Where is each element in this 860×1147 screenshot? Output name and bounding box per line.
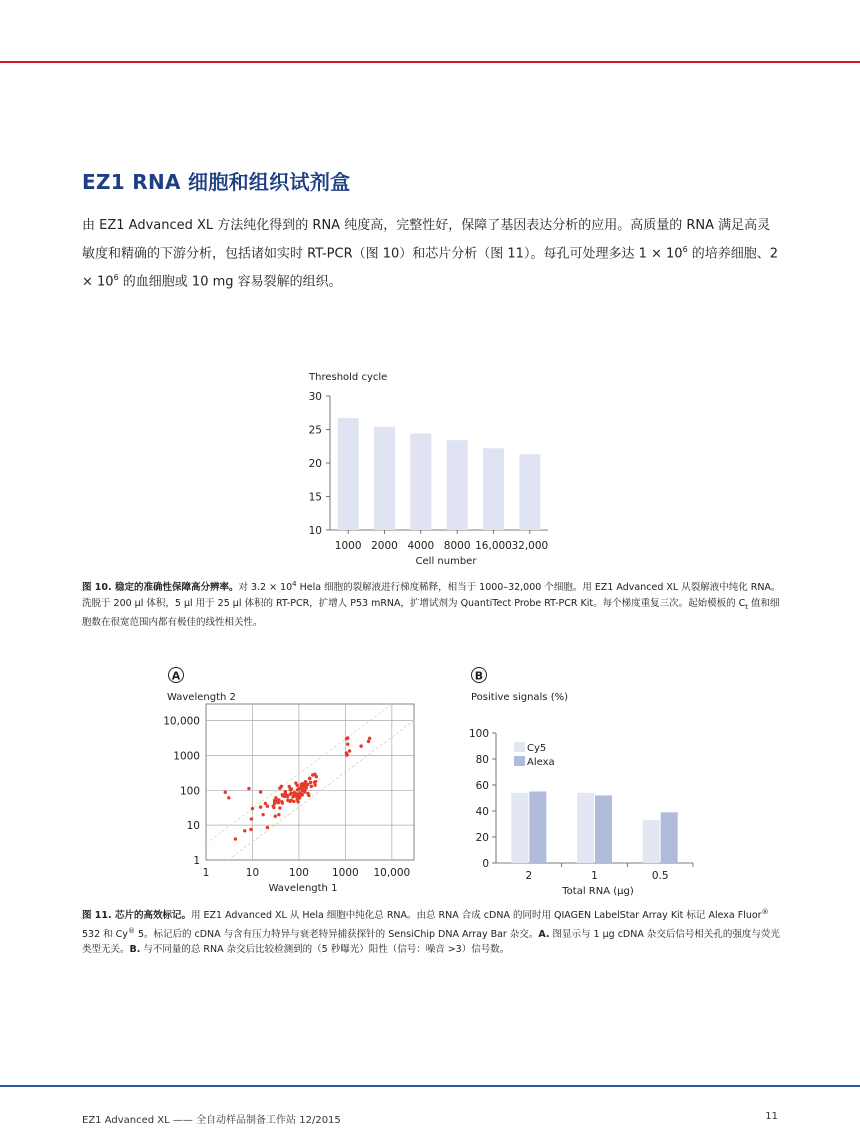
fig11a-point xyxy=(278,806,281,809)
fig11a-point xyxy=(273,799,276,802)
fig11a-point xyxy=(292,800,295,803)
fig11b-xlabel: Total RNA (µg) xyxy=(562,886,634,897)
fig11a-point xyxy=(346,736,349,739)
fig11a-point xyxy=(280,800,283,803)
fig11a-point xyxy=(281,793,284,796)
fig11a-point xyxy=(293,791,296,794)
fig11b-ytick-label: 20 xyxy=(475,832,489,844)
fig10-bar xyxy=(374,427,395,530)
intro-exponent-1: 6 xyxy=(682,245,688,254)
fig10-ytick-label: 25 xyxy=(308,424,322,437)
fig11b-panel-label: B xyxy=(474,669,484,683)
fig11a-point xyxy=(292,794,295,797)
fig10-caption-exponent: 4 xyxy=(292,580,297,588)
section-title: EZ1 RNA 细胞和组织试剂盒 xyxy=(82,170,351,194)
fig11a-point xyxy=(227,796,230,799)
fig11a-point xyxy=(288,785,291,788)
fig10-xtick-label: 1000 xyxy=(334,540,362,552)
fig11a-xtick-label: 1 xyxy=(202,867,210,879)
fig11a-point xyxy=(247,787,250,790)
fig11a-xtick-label: 100 xyxy=(288,867,309,879)
fig11b-bar-cy5 xyxy=(577,793,594,863)
fig11a-point xyxy=(259,790,262,793)
fig11b-ytick-label: 40 xyxy=(475,806,489,818)
fig11a-panel-label: A xyxy=(171,669,181,683)
fig11a-point xyxy=(296,798,299,801)
fig11a-point xyxy=(348,749,351,752)
fig11b-legend-label: Cy5 xyxy=(527,743,547,754)
fig11-caption-letter-a: A. xyxy=(538,928,550,940)
bottom-rule xyxy=(0,1085,860,1087)
fig11a-point xyxy=(296,784,299,787)
fig11a-ytick-label: 1 xyxy=(193,855,200,867)
fig11-caption xyxy=(82,905,782,958)
fig11b-xtick-label: 2 xyxy=(525,870,533,882)
fig11a-point xyxy=(290,791,293,794)
fig11b-bar-alexa xyxy=(529,792,546,864)
fig10-ylabel: Threshold cycle xyxy=(309,372,388,383)
fig10-xtick-label: 8000 xyxy=(443,540,471,552)
fig11b-ytick-label: 100 xyxy=(468,728,489,740)
fig11a-point xyxy=(304,780,307,783)
fig10-xtick-label: 32,000 xyxy=(511,540,549,552)
fig11-caption-reg-2: ® xyxy=(127,926,135,935)
fig11a-point xyxy=(250,817,253,820)
fig10-caption-title: 图 10. 稳定的准确性保障高分辨率。 xyxy=(82,582,239,594)
fig11a-ytick-label: 100 xyxy=(179,785,200,798)
fig10-caption xyxy=(82,577,782,631)
fig11b-ytick-label: 80 xyxy=(475,754,489,766)
fig10-bar xyxy=(483,448,504,530)
fig11a-point xyxy=(259,805,262,808)
fig11a-ytick-label: 10,000 xyxy=(163,715,200,728)
fig11a-point xyxy=(224,791,227,794)
intro-exponent-2: 6 xyxy=(113,273,119,283)
fig10-bar xyxy=(338,418,359,530)
fig11a-point xyxy=(264,802,267,805)
fig11a-point xyxy=(274,815,277,818)
intro-text-1: 由 EZ1 Advanced XL 方法纯化得到的 RNA 纯度高，完整性好，保障了基因表达分析的应用。高质量的 RNA 满足高灵敏度和精确的下游分析，包括诸如实时 RT-PCR（图 10）和芯片分析（图 11）。每孔可处理多达 1 × 10 xyxy=(82,218,771,262)
fig10-chart xyxy=(0,360,860,580)
page-number: 11 xyxy=(765,1111,778,1122)
fig11b-xtick-label: 1 xyxy=(591,870,598,882)
fig10-bar xyxy=(447,440,468,530)
fig11-caption-text-b: 532 和 Cy xyxy=(82,928,128,940)
fig11a-point xyxy=(304,784,307,787)
fig11a-point xyxy=(368,737,371,740)
fig10-caption-subscript: t xyxy=(745,602,748,611)
fig11a-point xyxy=(306,792,309,795)
fig11a-xtick-label: 10,000 xyxy=(373,867,411,879)
fig11a-point xyxy=(266,826,269,829)
fig11b-ylabel: Positive signals (%) xyxy=(471,692,569,703)
fig11b-bar-alexa xyxy=(595,795,612,863)
fig11a-point xyxy=(308,777,311,780)
fig11a-point xyxy=(251,807,254,810)
fig11a-point xyxy=(249,828,252,831)
fig11a-point xyxy=(314,780,317,783)
fig10-ytick-label: 15 xyxy=(308,491,322,504)
fig11b-legend-swatch xyxy=(514,756,525,766)
fig11a-point xyxy=(266,804,269,807)
fig11a-point xyxy=(301,793,304,796)
fig11a-point xyxy=(298,787,301,790)
fig11a-point xyxy=(272,804,275,807)
fig10-bar xyxy=(519,454,540,530)
fig11-caption-text-c: 5。标记后的 cDNA 与含有压力特异与衰老特异捕获探针的 SensiChip DNA Array Bar 杂交。 xyxy=(134,928,539,940)
fig11a-point xyxy=(261,813,264,816)
fig11a-point xyxy=(285,794,288,797)
fig11-caption-text-d: 图显示与 1 µg cDNA 杂交后信号相关孔的强度与荧光类型无关。 xyxy=(82,928,780,956)
fig10-ytick-label: 10 xyxy=(308,525,322,537)
fig11b-legend-swatch xyxy=(514,742,525,752)
fig11a-point xyxy=(345,753,348,756)
fig10-caption-text-b: Hela 细胞的裂解液进行梯度稀释，相当于 1000–32,000 个细胞。用 EZ1 Advanced XL 从裂解液中纯化 RNA。洗脱于 200 µl 体积，5 µl 用于 25 µl 体积的 RT-PCR，扩增人 P53 mRNA，扩增试剂为 QuantiTect Probe RT-PCR Kit。每个梯度重复三次。起始模板的 C xyxy=(82,582,781,609)
intro-text-3: 的血细胞或 10 mg 容易裂解的组织。 xyxy=(118,274,342,290)
fig11a-point xyxy=(243,829,246,832)
fig11-caption-letter-b: B. xyxy=(129,944,141,956)
fig10-ytick-label: 30 xyxy=(308,391,322,403)
fig10-xtick-label: 2000 xyxy=(371,540,398,552)
fig11a-point xyxy=(346,743,349,746)
fig11a-point xyxy=(301,789,304,792)
fig11a-point xyxy=(367,740,370,743)
fig11a-point xyxy=(234,837,237,840)
fig11a-point xyxy=(310,785,313,788)
fig10-xtick-label: 4000 xyxy=(407,540,435,552)
fig11a-xlabel: Wavelength 1 xyxy=(268,883,338,894)
fig11a-point xyxy=(280,785,283,788)
fig11a-ylabel: Wavelength 2 xyxy=(167,692,236,703)
fig11a-point xyxy=(359,744,362,747)
fig11b-chart xyxy=(460,660,720,900)
fig11b-bar-cy5 xyxy=(511,793,528,863)
fig11a-point xyxy=(286,799,289,802)
intro-text-2: 的培养细胞、2 × 10 xyxy=(82,246,779,290)
fig10-caption-text-c: 值和细胞数在很宽范围内都有极佳的线性相关性。 xyxy=(82,597,780,629)
fig10-xlabel: Cell number xyxy=(415,556,477,567)
fig11a-xtick-label: 10 xyxy=(245,867,260,879)
fig11-caption-text-e: 与不同量的总 RNA 杂交后比较检测到的（5 秒曝光）阳性（信号：噪音 >3）信号数。 xyxy=(140,944,510,956)
fig11a-ytick-label: 10 xyxy=(186,820,200,833)
fig11a-xtick-label: 1000 xyxy=(332,867,359,879)
fig11-caption-text-a: 用 EZ1 Advanced XL 从 Hela 细胞中纯化总 RNA。由总 RNA 合成 cDNA 的同时用 QIAGEN LabelStar Array Kit 标记 Alexa Fluor xyxy=(190,910,762,922)
fig11a-point xyxy=(309,781,312,784)
fig11a-point xyxy=(277,813,280,816)
fig11-caption-reg-1: ® xyxy=(761,908,769,916)
fig11b-bar-alexa xyxy=(661,812,678,863)
fig10-bar xyxy=(410,434,431,530)
fig11a-point xyxy=(311,773,314,776)
fig10-xtick-label: 16,000 xyxy=(475,540,512,552)
fig11-caption-title: 图 11. 芯片的高效标记。 xyxy=(82,910,191,922)
fig11b-bar-cy5 xyxy=(643,820,660,863)
fig11a-point xyxy=(313,784,316,787)
fig11a-ytick-label: 1000 xyxy=(173,750,200,763)
intro-paragraph xyxy=(82,214,782,295)
footer-label: EZ1 Advanced XL —— 全自动样品制备工作站 12/2015 xyxy=(82,1115,341,1126)
fig11a-point xyxy=(315,775,318,778)
fig11b-ytick-label: 0 xyxy=(482,858,489,870)
fig11b-legend-label: Alexa xyxy=(527,757,555,768)
fig10-ytick-label: 20 xyxy=(308,458,322,470)
fig11a-point xyxy=(277,798,280,801)
fig10-caption-text-a: 对 3.2 × 10 xyxy=(238,582,293,594)
fig11b-xtick-label: 0.5 xyxy=(651,870,669,882)
fig11b-ytick-label: 60 xyxy=(475,780,489,792)
top-rule xyxy=(0,61,860,63)
